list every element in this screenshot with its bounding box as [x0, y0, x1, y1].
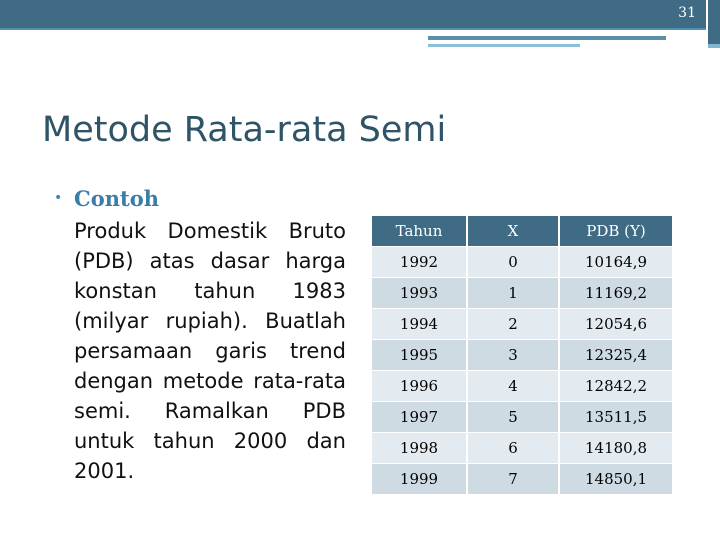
corner-accent-light — [708, 44, 720, 48]
cell-x: 2 — [467, 309, 559, 340]
cell-x: 0 — [467, 247, 559, 278]
cell-tahun: 1993 — [372, 278, 467, 309]
decorative-line — [428, 36, 666, 40]
cell-x: 7 — [467, 464, 559, 495]
cell-pdb: 12325,4 — [559, 340, 672, 371]
table-row — [372, 278, 672, 309]
table-row — [372, 371, 672, 402]
corner-accent — [708, 0, 720, 44]
table-row — [372, 464, 672, 495]
cell-pdb: 13511,5 — [559, 402, 672, 433]
cell-tahun: 1999 — [372, 464, 467, 495]
bullet-heading: Contoh — [74, 186, 159, 211]
cell-pdb: 10164,9 — [559, 247, 672, 278]
table-row — [372, 309, 672, 340]
table-header-row — [372, 216, 672, 247]
cell-tahun: 1997 — [372, 402, 467, 433]
table-row — [372, 247, 672, 278]
cell-tahun: 1994 — [372, 309, 467, 340]
header-pdb: PDB (Y) — [559, 216, 672, 247]
cell-pdb: 12842,2 — [559, 371, 672, 402]
header-x: X — [467, 216, 559, 247]
table-row — [372, 433, 672, 464]
header-underline — [0, 28, 706, 30]
cell-x: 4 — [467, 371, 559, 402]
bullet-text: Produk Domestik Bruto (PDB) atas dasar harga konstan tahun 1983 (milyar rupiah). Buatlah persamaan garis trend dengan metode rata-rata semi. Ramalkan PDB untuk tahun 2000 dan 2001. — [74, 219, 346, 483]
table-row — [372, 340, 672, 371]
pdb-table — [372, 216, 672, 494]
table-row — [372, 402, 672, 433]
bullet-dot-icon: • — [54, 190, 63, 206]
cell-tahun: 1998 — [372, 433, 467, 464]
decorative-line-short — [428, 44, 580, 47]
cell-pdb: 14180,8 — [559, 433, 672, 464]
cell-tahun: 1992 — [372, 247, 467, 278]
page-number: 31 — [678, 5, 696, 21]
cell-x: 1 — [467, 278, 559, 309]
cell-x: 5 — [467, 402, 559, 433]
cell-x: 6 — [467, 433, 559, 464]
header-tahun: Tahun — [372, 216, 467, 247]
cell-pdb: 14850,1 — [559, 464, 672, 495]
cell-pdb: 11169,2 — [559, 278, 672, 309]
cell-x: 3 — [467, 340, 559, 371]
cell-tahun: 1996 — [372, 371, 467, 402]
cell-pdb: 12054,6 — [559, 309, 672, 340]
cell-tahun: 1995 — [372, 340, 467, 371]
slide-header-bar — [0, 0, 706, 28]
slide-title: Metode Rata-rata Semi — [42, 110, 447, 150]
